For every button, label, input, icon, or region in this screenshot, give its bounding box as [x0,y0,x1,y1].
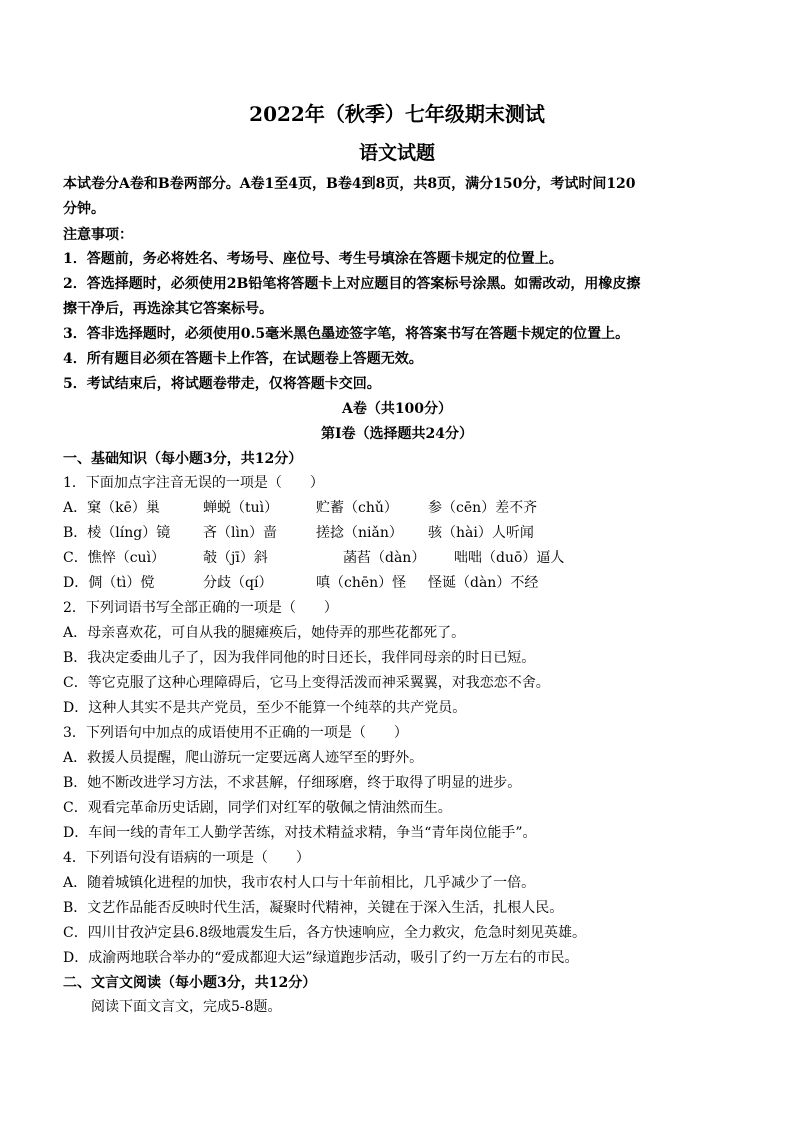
q3-stem: 3．下列语句中加点的成语使用不正确的一项是（ ） [63,725,408,741]
option-cell: 蝉蜕（tuì） [203,500,279,516]
option-cell: 参（cēn）差不齐 [428,500,538,516]
note-2a: 2．答选择题时，必须使用2B铅笔将答题卡上对应题目的答案标号涂黑。如需改动，用橡皮擦 [63,276,641,292]
option-cell: 嗔（chēn）怪 [316,575,407,591]
q4-option-a: A．随着城镇化进程的加快，我市农村人口与十年前相比，几乎减少了一倍。 [63,875,536,891]
q3-option-d: D．车间一线的青年工人勤学苦练，对技术精益求精，争当“青年岗位能手”。 [63,825,537,841]
option-cell: C．憔悴（cuì） [63,550,166,566]
option-cell: 攲（jī）斜 [203,550,268,566]
option-cell: 怪诞（dàn）不经 [428,575,539,591]
q4-stem: 4．下列语句没有语病的一项是（ ） [63,850,310,866]
option-cell: 骇（hài）人听闻 [428,525,534,541]
note-3: 3．答非选择题时，必须使用0.5毫米黑色墨迹签字笔，将答案书写在答题卡规定的位置上。 [63,326,630,342]
section-a-title: A卷（共100分） [341,401,453,417]
q3-option-a: A．救援人员提醒，爬山游玩一定要远离人迹罕至的野外。 [63,750,424,766]
note-5: 5．考试结束后，将试题卷带走，仅将答题卡交回。 [63,376,381,392]
q1-stem: 1．下面加点字注音无误的一项是（ ） [63,475,324,491]
part-one-heading: 一、基础知识（每小题3分，共12分） [63,451,303,467]
option-cell: 分歧（qí） [203,575,273,591]
part-two-heading: 二、文言文阅读（每小题3分，共12分） [63,975,317,991]
q2-option-b: B．我决定委曲儿子了，因为我伴同他的时日还长，我伴同母亲的时日已短。 [63,650,536,666]
note-1: 1．答题前，务必将姓名、考场号、座位号、考生号填涂在答题卡规定的位置上。 [63,251,563,267]
q3-option-c: C．观看完革命历史话剧，同学们对红军的敬佩之情油然而生。 [63,800,452,816]
notes-heading: 注意事项： [63,227,133,243]
intro-line-1: 本试卷分A卷和B卷两部分。A卷1至4页，B卷4到8页，共8页，满分150分，考试时间120 [63,176,636,192]
part-two-instruction: 阅读下面文言文，完成5-8题。 [91,999,282,1015]
q4-option-c: C．四川甘孜泸定县6.8级地震发生后，各方快速响应，全力救灾，危急时刻见英雄。 [63,925,586,941]
option-cell: 吝（lìn）啬 [203,525,277,541]
intro-line-2: 分钟。 [63,201,105,217]
q3-option-b: B．她不断改进学习方法，不求甚解，仔细琢磨，终于取得了明显的进步。 [63,775,522,791]
q2-stem: 2．下列词语书写全部正确的一项是（ ） [63,600,338,616]
option-cell: 贮蓄（chǔ） [316,500,398,516]
note-2b: 擦干净后，再选涂其它答案标号。 [63,301,273,317]
option-cell: 搓捻（niǎn） [316,525,403,541]
option-cell: 菡萏（dàn） [343,550,426,566]
q2-option-d: D．这种人其实不是共产党员，至少不能算一个纯萃的共产党员。 [63,700,467,716]
note-4: 4．所有题目必须在答题卡上作答，在试题卷上答题无效。 [63,351,423,367]
q4-option-d: D．成渝两地联合举办的“爱成都迎大运”绿道跑步活动，吸引了约一万左右的市民。 [63,950,579,966]
q2-option-a: A．母亲喜欢花，可自从我的腿瘫痪后，她侍弄的那些花都死了。 [63,625,466,641]
exam-title: 2022年（秋季）七年级期末测试 [249,102,545,126]
option-cell: 咄咄（duō）逼人 [454,550,565,566]
option-cell: A．窠（kē）巢 [63,500,160,516]
q4-option-b: B．文艺作品能否反映时代生活，凝聚时代精神，关键在于深入生活，扎根人民。 [63,900,564,916]
q2-option-c: C．等它克服了这种心理障碍后，它马上变得活泼而神采翼翼，对我恋恋不舍。 [63,675,550,691]
option-cell: D．倜（tì）傥 [63,575,155,591]
exam-subtitle: 语文试题 [358,142,435,164]
option-cell: B．棱（líng）镜 [63,525,171,541]
part-1-title: 第Ⅰ卷（选择题共24分） [320,426,474,442]
